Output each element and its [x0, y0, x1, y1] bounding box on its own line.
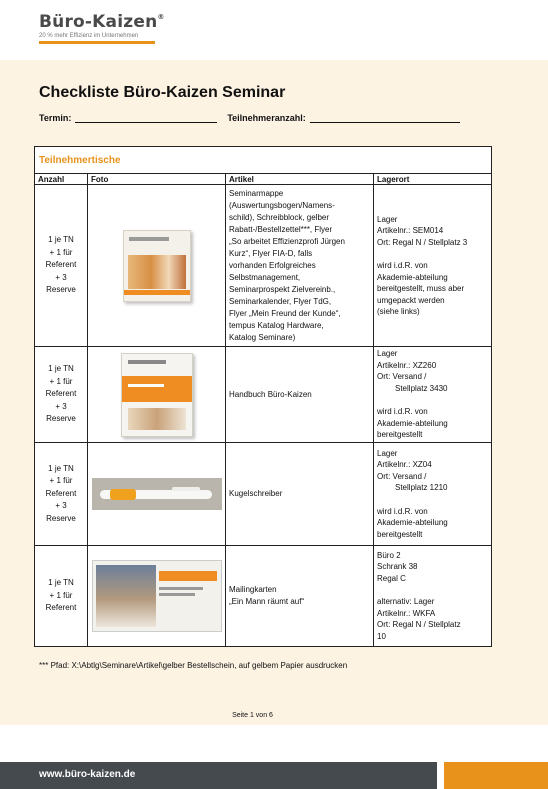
item-cell: Handbuch Büro-Kaizen — [226, 347, 374, 443]
table-row — [35, 546, 492, 647]
qty-cell: 1 je TN + 1 für Referent + 3 Reserve — [35, 443, 88, 546]
photo-cell — [88, 546, 226, 647]
header — [0, 0, 548, 60]
location-cell: Lager Artikelnr.: XZ260 Ort: Versand / Stellplatz 3430 wird i.d.R. von Akademie-abteilung bereitgestellt — [374, 347, 492, 443]
footnote: *** Pfad: X:\Abtlg\Seminare\Artikel\gelber Bestellschein, auf gelbem Papier ausdrucken — [39, 661, 348, 670]
checklist-table — [34, 146, 492, 647]
document-page — [0, 60, 548, 725]
photo-cell — [88, 443, 226, 546]
qty-cell: 1 je TN + 1 für Referent + 3 Reserve — [35, 185, 88, 347]
table-row — [35, 185, 492, 347]
meta-fields — [39, 113, 460, 123]
location-cell: Lager Artikelnr.: XZ04 Ort: Versand / Stellplatz 1210 wird i.d.R. von Akademie-abteilung bereitgestellt — [374, 443, 492, 546]
seminar-folder-photo-icon — [123, 230, 191, 302]
logo-wordmark: Büro-Kaizen® — [39, 12, 165, 32]
item-cell: Seminarmappe (Auswertungsbogen/Namens- schild), Schreibblock, gelber Rabatt-/Bestellzettel***, Flyer „So arbeitet Effizienzprofi Jürgen Kurz“, Flyer FIA-D, falls vorhanden Erfolgreiches Selbstmanagement, Seminarprospekt Zielvereinb., Seminarkalender, Flyer TdG, Flyer „Mein Freund der Kunde“, tempus Katalog Hardware, Katalog Seminare) — [226, 185, 374, 347]
table-row — [35, 347, 492, 443]
teilnehmer-field[interactable] — [310, 114, 460, 123]
item-cell: Mailingkarten „Ein Mann räumt auf“ — [226, 546, 374, 647]
qty-cell: 1 je TN + 1 für Referent + 3 Reserve — [35, 347, 88, 443]
column-header-row — [35, 174, 492, 185]
page-number: Seite 1 von 6 — [232, 712, 273, 719]
col-lagerort: Lagerort — [374, 174, 492, 185]
handbook-photo-icon — [121, 353, 193, 437]
logo-tagline: 20 % mehr Effizienz im Unternehmen — [39, 33, 139, 39]
col-foto: Foto — [88, 174, 226, 185]
qty-cell: 1 je TN + 1 für Referent — [35, 546, 88, 647]
footer-bar — [0, 762, 437, 789]
section-header-row — [35, 147, 492, 174]
brand-logo — [39, 12, 165, 44]
termin-label: Termin: — [39, 113, 72, 123]
footer-url[interactable]: www.büro-kaizen.de — [39, 769, 136, 780]
logo-underline — [39, 41, 155, 44]
photo-cell — [88, 185, 226, 347]
mailing-card-photo-icon — [92, 560, 222, 632]
footer-accent — [444, 762, 548, 789]
termin-field[interactable] — [75, 114, 217, 123]
table-row — [35, 443, 492, 546]
col-artikel: Artikel — [226, 174, 374, 185]
col-anzahl: Anzahl — [35, 174, 88, 185]
page-title: Checkliste Büro-Kaizen Seminar — [39, 84, 286, 101]
section-title: Teilnehmertische — [35, 147, 492, 174]
photo-cell — [88, 347, 226, 443]
pen-photo-icon — [92, 478, 222, 510]
teilnehmer-label: Teilnehmeranzahl: — [227, 113, 306, 123]
item-cell: Kugelschreiber — [226, 443, 374, 546]
location-cell: Büro 2 Schrank 38 Regal C alternativ: Lager Artikelnr.: WKFA Ort: Regal N / Stellplatz 10 — [374, 546, 492, 647]
location-cell: Lager Artikelnr.: SEM014 Ort: Regal N / Stellplatz 3 wird i.d.R. von Akademie-abteilung bereitgestellt, muss aber umgepackt werden (siehe links) — [374, 185, 492, 347]
